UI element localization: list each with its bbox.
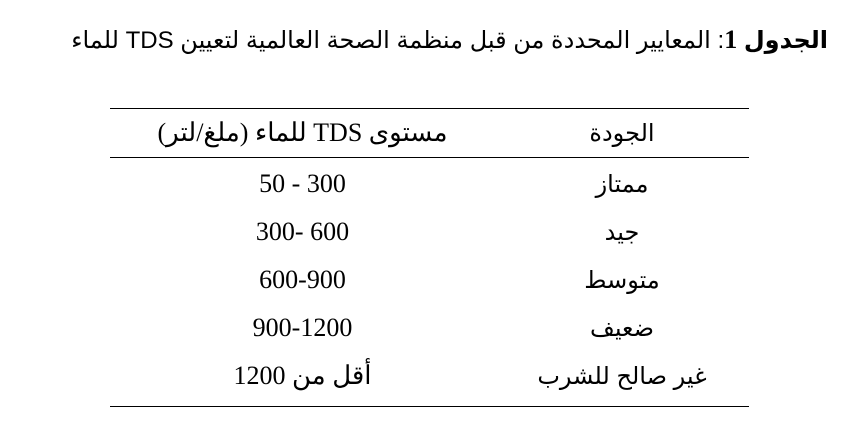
row-tds-level-text: 600-900	[259, 265, 346, 294]
caption-number: 1	[724, 25, 738, 54]
row-tds-level	[110, 217, 495, 247]
row-quality: غير صالح للشرب	[537, 362, 707, 390]
table-row	[110, 304, 749, 352]
table-row	[110, 256, 749, 304]
tds-standards-table	[110, 108, 749, 407]
caption-title: المعايير المحددة من قبل منظمة الصحة العالمية لتعيين TDS للماء	[71, 27, 711, 54]
row-tds-level-text: أقل من 1200	[233, 361, 372, 390]
row-tds-level	[110, 313, 495, 343]
row-quality: ضعيف	[589, 314, 655, 342]
row-tds-level-text: 50 - 300	[259, 169, 346, 198]
table-caption	[71, 22, 828, 59]
table-row	[110, 352, 749, 400]
table-bottom-rule	[110, 406, 749, 407]
caption-separator: :	[717, 27, 725, 54]
row-tds-level-text: 900-1200	[252, 313, 353, 342]
row-quality: متوسط	[584, 266, 660, 294]
header-tds-level-text: مستوى TDS للماء (ملغ/لتر)	[157, 118, 448, 147]
table-body	[110, 158, 749, 406]
table-row	[110, 208, 749, 256]
table-header-row	[110, 109, 749, 157]
caption-label: الجدول	[743, 27, 828, 54]
row-quality: جيد	[604, 218, 640, 246]
header-quality: الجودة	[589, 119, 655, 147]
table-row	[110, 160, 749, 208]
header-tds-level	[110, 118, 495, 148]
row-tds-level	[110, 361, 495, 391]
row-tds-level-text: 300- 600	[255, 217, 350, 246]
row-tds-level	[110, 265, 495, 295]
row-tds-level	[110, 169, 495, 199]
row-quality: ممتاز	[595, 170, 649, 198]
